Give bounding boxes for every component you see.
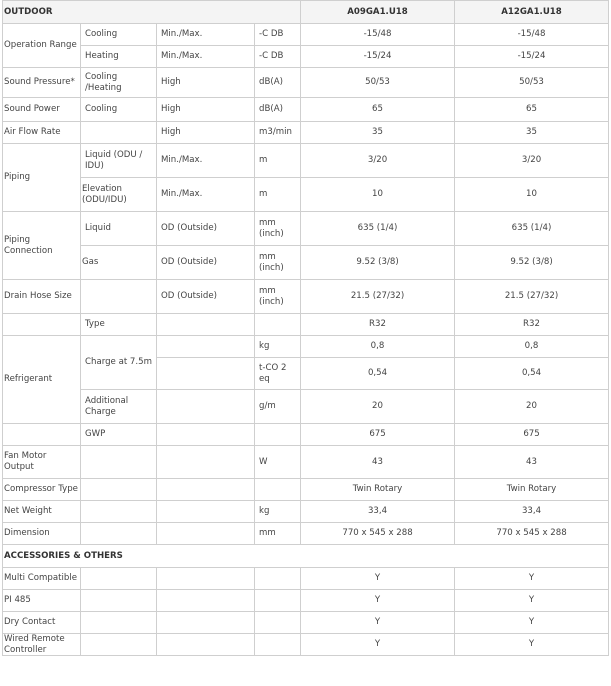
table-row <box>3 98 609 122</box>
value-a-cell: Twin Rotary <box>301 479 455 501</box>
condition-cell: Min./Max. <box>157 46 255 68</box>
table-row <box>3 246 609 280</box>
value-a-cell: 35 <box>301 122 455 144</box>
value-a-cell: 50/53 <box>301 68 455 98</box>
mode-cell: Liquid <box>81 212 157 246</box>
row-label-wired-remote: Wired Remote Controller <box>3 634 81 656</box>
value-b-cell: 770 x 545 x 288 <box>455 523 609 545</box>
table-row <box>3 424 609 446</box>
unit-cell: m3/min <box>255 122 301 144</box>
value-a-cell: 10 <box>301 178 455 212</box>
unit-cell <box>255 479 301 501</box>
condition-cell: Min./Max. <box>157 178 255 212</box>
mode-cell: GWP <box>81 424 157 446</box>
condition-cell <box>157 446 255 479</box>
condition-cell: Min./Max. <box>157 24 255 46</box>
table-row <box>3 24 609 46</box>
condition-cell <box>157 479 255 501</box>
mode-cell: Liquid (ODU / IDU) <box>81 144 157 178</box>
value-a-cell: 43 <box>301 446 455 479</box>
row-label-operation-range: Operation Range <box>3 24 81 68</box>
condition-cell <box>157 523 255 545</box>
value-a-cell: Y <box>301 634 455 656</box>
mode-cell <box>81 501 157 523</box>
table-row <box>3 501 609 523</box>
mode-cell: Gas <box>81 246 157 280</box>
table-row <box>3 612 609 634</box>
condition-cell <box>157 424 255 446</box>
table-row <box>3 68 609 98</box>
table-row <box>3 336 609 358</box>
unit-cell <box>255 568 301 590</box>
mode-cell: Heating <box>81 46 157 68</box>
value-b-cell: 65 <box>455 98 609 122</box>
value-b-cell: 50/53 <box>455 68 609 98</box>
mode-cell: Charge at 7.5m <box>81 336 157 390</box>
condition-cell <box>157 314 255 336</box>
value-b-cell: Y <box>455 590 609 612</box>
table-row <box>3 568 609 590</box>
condition-cell: High <box>157 98 255 122</box>
mode-cell <box>81 280 157 314</box>
condition-cell: OD (Outside) <box>157 246 255 280</box>
unit-cell <box>255 424 301 446</box>
unit-cell: mm (inch) <box>255 212 301 246</box>
row-label-net-weight: Net Weight <box>3 501 81 523</box>
mode-cell: Elevation (ODU/IDU) <box>81 178 157 212</box>
empty-cell <box>3 424 81 446</box>
unit-cell <box>255 314 301 336</box>
value-b-cell: -15/24 <box>455 46 609 68</box>
table-row <box>3 446 609 479</box>
value-a-cell: Y <box>301 612 455 634</box>
unit-cell: g/m <box>255 390 301 424</box>
value-b-cell: 635 (1/4) <box>455 212 609 246</box>
row-label-fan-motor: Fan Motor Output <box>3 446 81 479</box>
empty-cell <box>3 314 81 336</box>
mode-cell <box>81 479 157 501</box>
value-b-cell: Twin Rotary <box>455 479 609 501</box>
table-row <box>3 314 609 336</box>
value-b-cell: 35 <box>455 122 609 144</box>
mode-cell <box>81 122 157 144</box>
condition-cell <box>157 568 255 590</box>
condition-cell <box>157 590 255 612</box>
value-b-cell: -15/48 <box>455 24 609 46</box>
table-row <box>3 280 609 314</box>
table-row <box>3 634 609 656</box>
value-a-cell: R32 <box>301 314 455 336</box>
row-label-dimension: Dimension <box>3 523 81 545</box>
unit-cell: mm (inch) <box>255 280 301 314</box>
value-b-cell: R32 <box>455 314 609 336</box>
value-a-cell: 675 <box>301 424 455 446</box>
mode-cell <box>81 634 157 656</box>
condition-cell <box>157 634 255 656</box>
condition-cell <box>157 612 255 634</box>
table-row <box>3 390 609 424</box>
unit-cell <box>255 590 301 612</box>
unit-cell <box>255 634 301 656</box>
table-row <box>3 46 609 68</box>
unit-cell: W <box>255 446 301 479</box>
table-row <box>3 479 609 501</box>
value-a-cell: 3/20 <box>301 144 455 178</box>
mode-cell: Cooling /Heating <box>81 68 157 98</box>
row-label-refrigerant: Refrigerant <box>3 336 81 424</box>
unit-cell: -C DB <box>255 46 301 68</box>
unit-cell: m <box>255 178 301 212</box>
mode-cell <box>81 590 157 612</box>
value-b-cell: 20 <box>455 390 609 424</box>
value-a-cell: 0,8 <box>301 336 455 358</box>
condition-cell <box>157 501 255 523</box>
condition-cell: OD (Outside) <box>157 280 255 314</box>
table-row <box>3 144 609 178</box>
value-a-cell: 0,54 <box>301 358 455 390</box>
row-label-pi485: PI 485 <box>3 590 81 612</box>
row-label-piping: Piping <box>3 144 81 212</box>
row-label-drain-hose: Drain Hose Size <box>3 280 81 314</box>
table-row <box>3 590 609 612</box>
value-b-cell: 33,4 <box>455 501 609 523</box>
unit-cell: dB(A) <box>255 98 301 122</box>
unit-cell: mm <box>255 523 301 545</box>
row-label-multi-compatible: Multi Compatible <box>3 568 81 590</box>
condition-cell: OD (Outside) <box>157 212 255 246</box>
row-label-piping-connection: Piping Connection <box>3 212 81 280</box>
mode-cell <box>81 523 157 545</box>
condition-cell: High <box>157 122 255 144</box>
table-row <box>3 122 609 144</box>
value-b-cell: 0,54 <box>455 358 609 390</box>
value-a-cell: 33,4 <box>301 501 455 523</box>
mode-cell <box>81 568 157 590</box>
header-model-a: A09GA1.U18 <box>301 1 455 24</box>
section-header-row <box>3 545 609 568</box>
table-row <box>3 178 609 212</box>
mode-cell <box>81 446 157 479</box>
value-a-cell: 65 <box>301 98 455 122</box>
row-label-compressor: Compressor Type <box>3 479 81 501</box>
value-b-cell: Y <box>455 568 609 590</box>
header-outdoor: OUTDOOR <box>3 1 301 24</box>
mode-cell <box>81 612 157 634</box>
condition-cell <box>157 358 255 390</box>
value-b-cell: 9.52 (3/8) <box>455 246 609 280</box>
value-a-cell: 635 (1/4) <box>301 212 455 246</box>
unit-cell: m <box>255 144 301 178</box>
table-header-row <box>3 1 609 24</box>
unit-cell: t-CO 2 eq <box>255 358 301 390</box>
condition-cell <box>157 336 255 358</box>
value-b-cell: 21.5 (27/32) <box>455 280 609 314</box>
condition-cell: Min./Max. <box>157 144 255 178</box>
value-b-cell: Y <box>455 612 609 634</box>
table-row <box>3 523 609 545</box>
value-b-cell: 0,8 <box>455 336 609 358</box>
value-a-cell: 21.5 (27/32) <box>301 280 455 314</box>
unit-cell: mm (inch) <box>255 246 301 280</box>
header-model-b: A12GA1.U18 <box>455 1 609 24</box>
row-label-sound-power: Sound Power <box>3 98 81 122</box>
unit-cell: -C DB <box>255 24 301 46</box>
unit-cell <box>255 612 301 634</box>
value-a-cell: 770 x 545 x 288 <box>301 523 455 545</box>
value-a-cell: 20 <box>301 390 455 424</box>
value-a-cell: Y <box>301 590 455 612</box>
value-b-cell: 3/20 <box>455 144 609 178</box>
value-a-cell: Y <box>301 568 455 590</box>
value-b-cell: 43 <box>455 446 609 479</box>
value-b-cell: 10 <box>455 178 609 212</box>
row-label-air-flow: Air Flow Rate <box>3 122 81 144</box>
value-b-cell: Y <box>455 634 609 656</box>
unit-cell: kg <box>255 501 301 523</box>
condition-cell: High <box>157 68 255 98</box>
spec-table <box>2 0 609 656</box>
row-label-sound-pressure: Sound Pressure* <box>3 68 81 98</box>
row-label-dry-contact: Dry Contact <box>3 612 81 634</box>
mode-cell: Additional Charge <box>81 390 157 424</box>
unit-cell: dB(A) <box>255 68 301 98</box>
table-row <box>3 212 609 246</box>
mode-cell: Type <box>81 314 157 336</box>
value-a-cell: -15/24 <box>301 46 455 68</box>
value-a-cell: 9.52 (3/8) <box>301 246 455 280</box>
section-title-accessories: ACCESSORIES & OTHERS <box>3 545 609 568</box>
value-b-cell: 675 <box>455 424 609 446</box>
mode-cell: Cooling <box>81 24 157 46</box>
unit-cell: kg <box>255 336 301 358</box>
value-a-cell: -15/48 <box>301 24 455 46</box>
mode-cell: Cooling <box>81 98 157 122</box>
condition-cell <box>157 390 255 424</box>
